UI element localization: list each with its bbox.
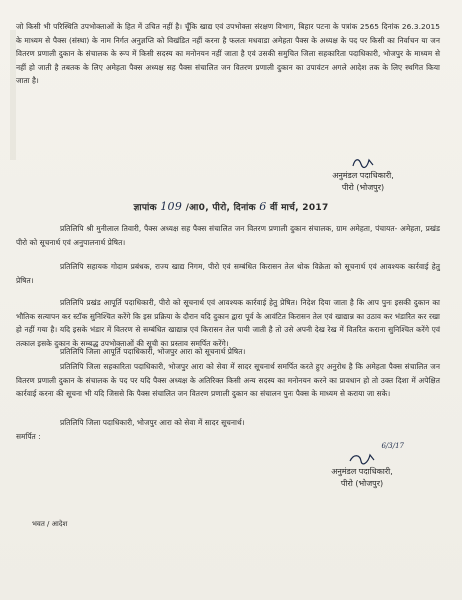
memo-line (0, 200, 462, 213)
signature-block-bottom (306, 440, 418, 490)
memo-day: 6 (259, 200, 267, 213)
memo-prefix: ज्ञापांक (133, 203, 157, 213)
signature-scribble (343, 156, 383, 169)
enclosure-label: समर्पित : (16, 432, 41, 441)
signatory-office: पीरो (भोजपुर) (341, 183, 385, 192)
copy-to-paragraph-1: प्रतिलिपि श्री मुनीलाल तिवारी, पैक्स अध्यक्ष सह पैक्स संचालित जन वितरण प्रणाली दुकान संचालक, ग्राम अमेहता, पंचायत- अमेहता, प्रखंड पीरो को सूचनार्थ एवं अनुपालनार्थ प्रेषित। (16, 224, 440, 247)
copy-to-paragraph-2: प्रतिलिपि सहायक गोदाम प्रबंधक, राज्य खाद्य निगम, पीरो एवं सम्बंधित किरासन तेल थोक विक्रेता को सूचनार्थ एवं आवश्यक कार्रवाई हेतु प्रेषित। (16, 262, 440, 285)
memo-suffix: वीं मार्च, 2017 (270, 203, 329, 213)
signature-scribble (342, 452, 382, 465)
signatory-title: अनुमंडल पदाधिकारी, (331, 467, 393, 476)
scan-stain (10, 30, 16, 160)
copy-to-paragraph-4: प्रतिलिपि जिला आपूर्ति पदाधिकारी, भोजपुर आरा को सूचनार्थ प्रेषित। (60, 347, 246, 356)
copy-to-paragraph-6: प्रतिलिपि जिला पदाधिकारी, भोजपुर आरा को सेवा में सादर सूचनार्थ। (60, 418, 245, 427)
copy-to-paragraph-5: प्रतिलिपि जिला सहकारिता पदाधिकारी, भोजपुर आरा को सेवा में सादर सूचनार्थ समर्पित करते हुए अनुरोध है कि अमेहता पैक्स संचालित जन वितरण प्रणाली दुकान के संचालक के पद पर यदि पैक्स अध्यक्ष के अतिरिक्त किसी अन्य सदस्य का मनोनयन करने का प्रावधान हो तो उक्त दिशा में अपेक्षित कार्रवाई करना की सूचना भी यदि जिससे कि पैक्स संचालित जन वितरण प्रणाली दुकान का संचालन पुनः पैक्स के माध्यम से कराया जा सके। (16, 362, 440, 399)
signature-date: 6/3/17 (381, 442, 404, 450)
signatory-title: अनुमंडल पदाधिकारी, (332, 171, 394, 180)
signatory-office: पीरो (भोजपुर) (340, 479, 384, 488)
signature-block-top (308, 156, 418, 194)
footer-note: भवत / आदेश (32, 520, 68, 528)
copy-to-paragraph-3: प्रतिलिपि प्रखंड आपूर्ति पदाधिकारी, पीरो को सूचनार्थ एवं आवश्यक कार्रवाई हेतु प्रेषित। निदेश दिया जाता है कि आप पुनः इसकी दुकान का भौतिक सत्यापन कर स्टॉक सुनिश्चित करेंगे कि इस प्रक्रिया के दौरान यदि दुकान द्वारा पूर्व के आवंटित किरासन तेल एवं खाद्यान्न का उठाव कर भंडारित कर रखा हो नहीं गया है। यदि इसके भंडार में वितरण से सम्बंधित खाद्यान्न एवं किरासन तेल पायी जाती है तो उसे अपनी देख रेख में वितरित कराना सुनिश्चित करेंगे एवं तत्काल इसके दुकान के सम्बद्ध उपभोक्ताओं की सूची का प्रस्ताव समर्पित करेंगे। (16, 298, 440, 348)
memo-mid: /आ0, पीरो, दिनांक (185, 203, 256, 213)
main-order-paragraph: जो किसी भी परिस्थिति उपभोक्ताओं के हित में उचित नहीं है। चूँकि खाद्य एवं उपभोक्ता संरक्षण विभाग, बिहार पटना के पत्रांक 2565 दिनांक 26.3.2015 के माध्यम से पैक्स (संस्था) के नाम निर्गत अनुज्ञप्ति को विखंडित नहीं करना है फलतः मधवाडा अमेहता पैक्स के अध्यक्ष के पद पर किसी का निर्वाचन या जन वितरण प्रणाली दुकान के संचालक के रूप में किसी सदस्य का मनोनयन नहीं जाता है एवं उसकी समुचित जिला सहकारिता पदाधिकारी, भोजपुर के माध्यम से नहीं हो जाती है तबतक के लिए अमेहता पैक्स अध्यक्ष सह पैक्स संचालित जन वितरण प्रणाली दुकान का उपावंटन अगले आदेश तक के लिए स्थगित किया जाता है। (16, 22, 440, 86)
memo-number: 109 (160, 200, 183, 213)
